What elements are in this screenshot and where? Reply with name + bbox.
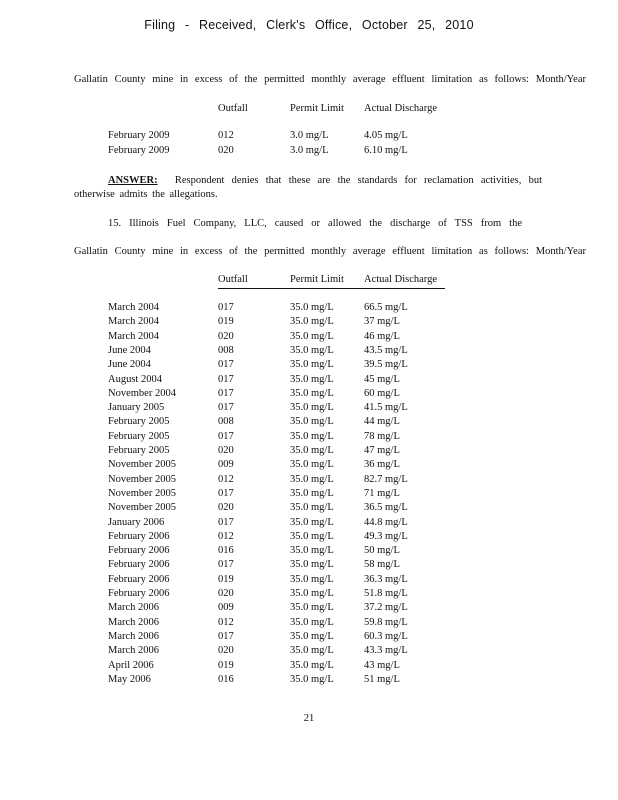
- month-cell: February 2006: [108, 588, 170, 599]
- month-cell: March 2006: [108, 616, 160, 628]
- permit-limit-cell: 35.0 mg/L: [290, 630, 334, 642]
- table-row: [108, 531, 458, 545]
- outfall-cell: 012: [218, 130, 234, 141]
- month-cell: January 2006: [108, 516, 165, 528]
- month-cell: November 2004: [108, 387, 176, 399]
- table-row: [108, 130, 458, 144]
- table-row: [108, 574, 458, 588]
- table-row: [108, 374, 458, 388]
- permit-limit-cell: 35.0 mg/L: [290, 402, 334, 414]
- actual-discharge-cell: 50 mg/L: [364, 545, 400, 557]
- table-row: [108, 431, 458, 445]
- month-cell: January 2005: [108, 402, 165, 414]
- month-cell: March 2004: [108, 302, 160, 313]
- actual-discharge-cell: 6.10 mg/L: [364, 144, 408, 156]
- table1-header-outfall: Outfall: [218, 103, 248, 114]
- permit-limit-cell: 3.0 mg/L: [290, 130, 329, 141]
- permit-limit-cell: 35.0 mg/L: [290, 559, 334, 571]
- permit-limit-cell: 35.0 mg/L: [290, 645, 334, 657]
- month-cell: April 2006: [108, 659, 154, 671]
- table-row: [108, 359, 458, 373]
- outfall-cell: 009: [218, 459, 234, 471]
- actual-discharge-cell: 49.3 mg/L: [364, 530, 408, 542]
- actual-discharge-cell: 36.5 mg/L: [364, 502, 408, 514]
- table-row: [108, 302, 458, 316]
- permit-limit-cell: 35.0 mg/L: [290, 359, 334, 371]
- month-cell: February 2006: [108, 530, 170, 542]
- month-cell: February 2005: [108, 416, 170, 428]
- outfall-cell: 017: [218, 516, 234, 528]
- actual-discharge-cell: 51.8 mg/L: [364, 588, 408, 599]
- outfall-cell: 012: [218, 473, 234, 485]
- actual-discharge-cell: 59.8 mg/L: [364, 616, 408, 628]
- permit-limit-cell: 35.0 mg/L: [290, 573, 334, 585]
- table-row: [108, 660, 458, 674]
- table2-header-outfall: Outfall: [218, 274, 248, 285]
- actual-discharge-cell: 60.3 mg/L: [364, 630, 408, 642]
- outfall-cell: 012: [218, 616, 234, 628]
- month-cell: November 2005: [108, 473, 176, 485]
- outfall-cell: 008: [218, 344, 234, 356]
- answer-line-1: [108, 175, 542, 186]
- answer-text-1: Respondent denies that these are the standards for reclamation activities, but: [174, 175, 542, 186]
- outfall-cell: 017: [218, 359, 234, 371]
- table2-header-actual: Actual Discharge: [364, 274, 437, 285]
- permit-limit-cell: 35.0 mg/L: [290, 588, 334, 599]
- table-row: [108, 559, 458, 573]
- answer-label: ANSWER:: [108, 175, 158, 186]
- actual-discharge-cell: 51 mg/L: [364, 673, 400, 685]
- paragraph-continuation: Gallatin County mine in excess of the permitted monthly average effluent limitation as follows: Month/Year: [74, 74, 586, 85]
- outfall-cell: 020: [218, 502, 234, 514]
- month-cell: March 2006: [108, 645, 160, 657]
- permit-limit-cell: 35.0 mg/L: [290, 502, 334, 514]
- permit-limit-cell: 35.0 mg/L: [290, 373, 334, 385]
- outfall-cell: 017: [218, 630, 234, 642]
- outfall-cell: 017: [218, 373, 234, 385]
- actual-discharge-cell: 47 mg/L: [364, 445, 400, 456]
- permit-limit-cell: 35.0 mg/L: [290, 487, 334, 499]
- outfall-cell: 017: [218, 402, 234, 414]
- actual-discharge-cell: 43.5 mg/L: [364, 344, 408, 356]
- table-row: [108, 402, 458, 416]
- outfall-cell: 017: [218, 559, 234, 571]
- actual-discharge-cell: 82.7 mg/L: [364, 473, 408, 485]
- table-row: [108, 416, 458, 430]
- permit-limit-cell: 35.0 mg/L: [290, 473, 334, 485]
- table-row: [108, 459, 458, 473]
- permit-limit-cell: 35.0 mg/L: [290, 330, 334, 342]
- permit-limit-cell: 35.0 mg/L: [290, 459, 334, 471]
- permit-limit-cell: 35.0 mg/L: [290, 516, 334, 528]
- table-row: [108, 545, 458, 559]
- filing-stamp-header: Filing - Received, Clerk's Office, October 25, 2010: [144, 18, 474, 32]
- month-cell: February 2005: [108, 445, 170, 456]
- actual-discharge-cell: 71 mg/L: [364, 487, 400, 499]
- table-row: [108, 517, 458, 531]
- actual-discharge-cell: 78 mg/L: [364, 430, 400, 442]
- table-row: [108, 502, 458, 516]
- actual-discharge-cell: 36.3 mg/L: [364, 573, 408, 585]
- actual-discharge-cell: 36 mg/L: [364, 459, 400, 471]
- actual-discharge-cell: 37.2 mg/L: [364, 602, 408, 614]
- outfall-cell: 009: [218, 602, 234, 614]
- month-cell: February 2009: [108, 144, 170, 156]
- month-cell: June 2004: [108, 344, 151, 356]
- actual-discharge-cell: 44.8 mg/L: [364, 516, 408, 528]
- actual-discharge-cell: 39.5 mg/L: [364, 359, 408, 371]
- outfall-cell: 017: [218, 302, 234, 313]
- actual-discharge-cell: 46 mg/L: [364, 330, 400, 342]
- answer-line-2: otherwise admits the allegations.: [74, 189, 218, 200]
- permit-limit-cell: 35.0 mg/L: [290, 302, 334, 313]
- actual-discharge-cell: 4.05 mg/L: [364, 130, 408, 141]
- permit-limit-cell: 35.0 mg/L: [290, 445, 334, 456]
- month-cell: February 2006: [108, 559, 170, 571]
- permit-limit-cell: 3.0 mg/L: [290, 144, 329, 156]
- outfall-cell: 020: [218, 144, 234, 156]
- permit-limit-cell: 35.0 mg/L: [290, 545, 334, 557]
- permit-limit-cell: 35.0 mg/L: [290, 387, 334, 399]
- outfall-cell: 016: [218, 545, 234, 557]
- month-cell: February 2005: [108, 430, 170, 442]
- actual-discharge-cell: 58 mg/L: [364, 559, 400, 571]
- actual-discharge-cell: 41.5 mg/L: [364, 402, 408, 414]
- month-cell: March 2006: [108, 602, 160, 614]
- outfall-cell: 016: [218, 673, 234, 685]
- paragraph-15-line-2: Gallatin County mine in excess of the permitted monthly average effluent limitation as follows: Month/Year: [74, 246, 586, 257]
- table-row: [108, 617, 458, 631]
- table2-header-limit: Permit Limit: [290, 274, 344, 285]
- actual-discharge-cell: 43.3 mg/L: [364, 645, 408, 657]
- outfall-cell: 012: [218, 530, 234, 542]
- table-row: [108, 674, 458, 688]
- outfall-cell: 020: [218, 445, 234, 456]
- outfall-cell: 019: [218, 659, 234, 671]
- outfall-cell: 020: [218, 330, 234, 342]
- permit-limit-cell: 35.0 mg/L: [290, 430, 334, 442]
- month-cell: March 2004: [108, 330, 160, 342]
- table-row: [108, 474, 458, 488]
- permit-limit-cell: 35.0 mg/L: [290, 616, 334, 628]
- month-cell: August 2004: [108, 373, 162, 385]
- permit-limit-cell: 35.0 mg/L: [290, 659, 334, 671]
- permit-limit-cell: 35.0 mg/L: [290, 530, 334, 542]
- month-cell: November 2005: [108, 487, 176, 499]
- table-row: [108, 145, 458, 159]
- table-row: [108, 345, 458, 359]
- month-cell: May 2006: [108, 673, 151, 685]
- actual-discharge-cell: 37 mg/L: [364, 316, 400, 328]
- outfall-cell: 017: [218, 430, 234, 442]
- month-cell: February 2009: [108, 130, 170, 141]
- permit-limit-cell: 35.0 mg/L: [290, 316, 334, 328]
- outfall-cell: 019: [218, 573, 234, 585]
- table-row: [108, 316, 458, 330]
- table1-header-actual: Actual Discharge: [364, 103, 437, 114]
- actual-discharge-cell: 66.5 mg/L: [364, 302, 408, 313]
- paragraph-15-line-1: 15. Illinois Fuel Company, LLC, caused or allowed the discharge of TSS from the: [108, 218, 522, 229]
- permit-limit-cell: 35.0 mg/L: [290, 416, 334, 428]
- page-number: 21: [303, 713, 315, 724]
- outfall-cell: 019: [218, 316, 234, 328]
- actual-discharge-cell: 60 mg/L: [364, 387, 400, 399]
- month-cell: March 2004: [108, 316, 160, 328]
- month-cell: June 2004: [108, 359, 151, 371]
- month-cell: March 2006: [108, 630, 160, 642]
- outfall-cell: 020: [218, 588, 234, 599]
- table-row: [108, 602, 458, 616]
- table-row: [108, 631, 458, 645]
- table-row: [108, 388, 458, 402]
- month-cell: November 2005: [108, 459, 176, 471]
- table-row: [108, 331, 458, 345]
- outfall-cell: 017: [218, 387, 234, 399]
- table2-header-underline: [218, 288, 445, 289]
- table-row: [108, 645, 458, 659]
- permit-limit-cell: 35.0 mg/L: [290, 673, 334, 685]
- month-cell: February 2006: [108, 545, 170, 557]
- outfall-cell: 017: [218, 487, 234, 499]
- actual-discharge-cell: 44 mg/L: [364, 416, 400, 428]
- table-row: [108, 488, 458, 502]
- month-cell: November 2005: [108, 502, 176, 514]
- actual-discharge-cell: 43 mg/L: [364, 659, 400, 671]
- table-row: [108, 588, 458, 602]
- table-row: [108, 445, 458, 459]
- permit-limit-cell: 35.0 mg/L: [290, 344, 334, 356]
- outfall-cell: 020: [218, 645, 234, 657]
- month-cell: February 2006: [108, 573, 170, 585]
- table1-header-limit: Permit Limit: [290, 103, 344, 114]
- permit-limit-cell: 35.0 mg/L: [290, 602, 334, 614]
- outfall-cell: 008: [218, 416, 234, 428]
- actual-discharge-cell: 45 mg/L: [364, 373, 400, 385]
